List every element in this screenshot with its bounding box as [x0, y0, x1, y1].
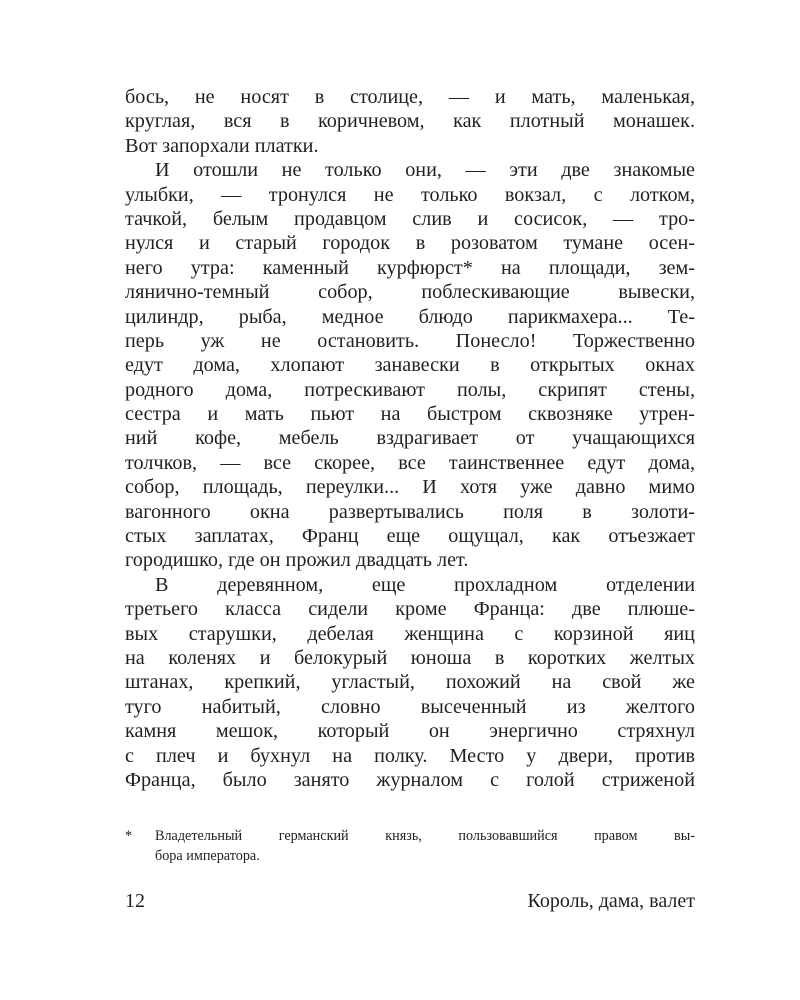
text-line: круглая, вся в коричневом, как плотный монашек. [125, 110, 695, 133]
text-line: третьего класса сидели кроме Франца: две плюше- [125, 598, 695, 621]
page-footer [125, 888, 695, 914]
main-text [125, 85, 695, 792]
text-line: перь уж не остановить. Понесло! Торжественно [125, 329, 695, 352]
text-line: родного дома, потрескивают полы, скрипят стены, [125, 378, 695, 401]
text-line: ний кофе, мебель вздрагивает от учащающихся [125, 427, 695, 450]
text-line: едут дома, хлопают занавески в открытых окнах [125, 354, 695, 377]
text-line: толчков, — все скорее, все таинственнее едут дома, [125, 451, 695, 474]
text-line: туго набитый, словно высеченный из желтого [125, 695, 695, 718]
text-line: с плеч и бухнул на полку. Место у двери, против [125, 744, 695, 767]
footnote-text [155, 826, 695, 866]
text-line: камня мешок, который он энергично стряхнул [125, 720, 695, 743]
text-line: бось, не носят в столице, — и мать, маленькая, [125, 86, 695, 108]
text-line: цилиндр, рыба, медное блюдо парикмахера... Те- [125, 305, 695, 328]
text-line: собор, площадь, переулки... И хотя уже давно мимо [125, 476, 695, 499]
text-line: улыбки, — тронулся не только вокзал, с лотком, [125, 183, 695, 206]
text-line: лянично-темный собор, поблескивающие вывески, [125, 281, 695, 304]
text-line: И отошли не только они, — эти две знакомые [155, 159, 695, 182]
text-line: вагонного окна развертывались поля в золоти- [125, 500, 695, 523]
text-line: Франца, было занято журналом с голой стриженой [125, 768, 695, 791]
text-line: сестра и мать пьют на быстром сквозняке утрен- [125, 403, 695, 426]
text-line: него утра: каменный курфюрст* на площади, зем- [125, 256, 695, 279]
text-line: В деревянном, еще прохладном отделении [155, 573, 695, 596]
page-number: 12 [125, 890, 145, 912]
text-line: на коленях и белокурый юноша в коротких желтых [125, 646, 695, 669]
text-line: городишко, где он прожил двадцать лет. [125, 549, 469, 572]
footnote-line: Владетельный германский князь, пользовавшийся правом вы- [155, 828, 695, 844]
text-line: стых заплатах, Франц еще ощущал, как отъезжает [125, 525, 695, 548]
running-title: Король, дама, валет [527, 890, 695, 912]
footnote [125, 826, 695, 866]
text-line: Вот запорхали платки. [125, 134, 319, 157]
text-line: тачкой, белым продавцом слив и сосисок, — тро- [125, 207, 695, 230]
text-line: нулся и старый городок в розоватом тумане осен- [125, 232, 695, 255]
footnote-mark: * [125, 828, 133, 844]
text-line: вых старушки, дебелая женщина с корзиной яиц [125, 622, 695, 645]
text-line: штанах, крепкий, угластый, похожий на свой же [125, 671, 695, 694]
footnote-line: бора императора. [155, 848, 260, 864]
